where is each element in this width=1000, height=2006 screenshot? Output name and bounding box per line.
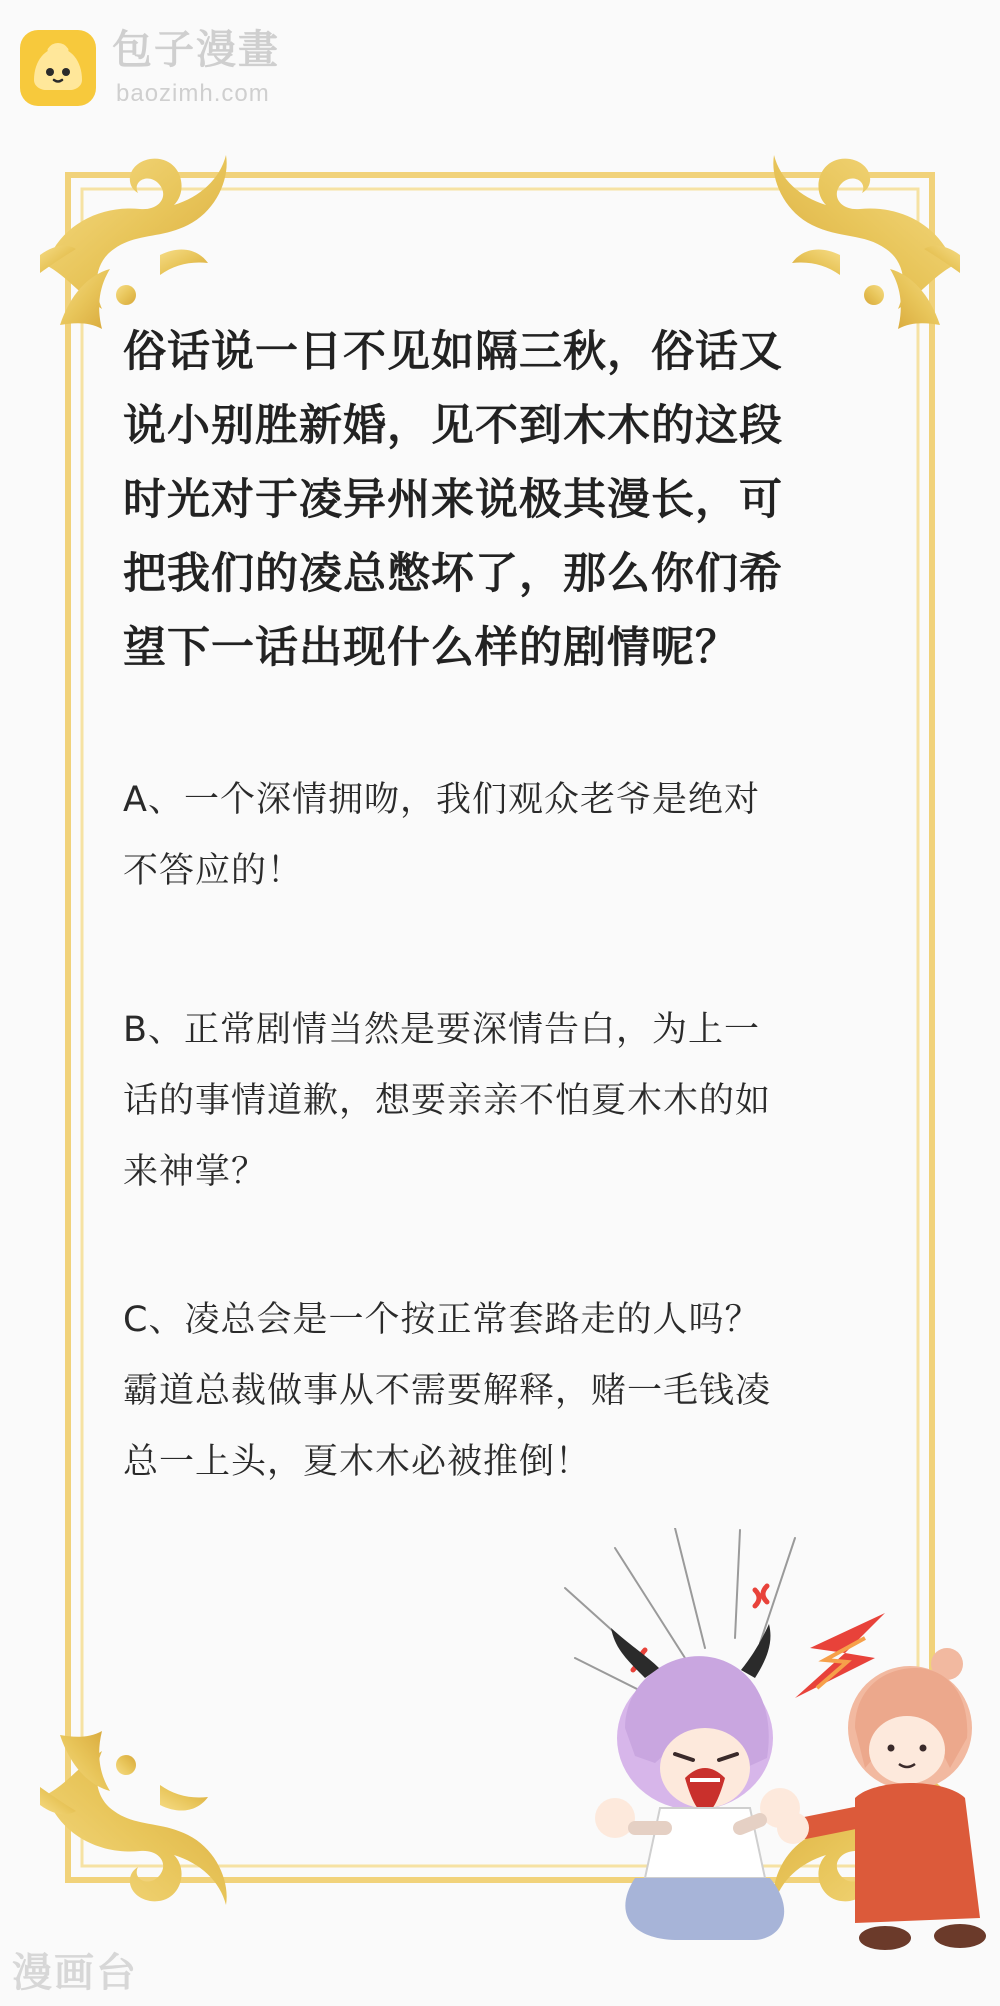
brand-domain: baozimh.com <box>116 80 270 107</box>
chibi-characters <box>555 1528 1000 1958</box>
option-c-line: 总一上头，夏木木必被推倒！ <box>123 1442 592 1482</box>
corner-ornament-tl <box>40 155 227 329</box>
watermark-text: 漫画台 <box>12 1950 138 1996</box>
headline-line: 望下一话出现什么样的剧情呢？ <box>123 623 739 673</box>
brand-name: 包子漫畫 <box>112 27 280 73</box>
brand-logo[interactable] <box>20 22 320 122</box>
purple-hair-character <box>595 1624 800 1940</box>
option-c-line: C、凌总会是一个按正常套路走的人吗？ <box>123 1300 761 1340</box>
option-b-line: 来神掌？ <box>123 1152 268 1192</box>
option-b-line: 话的事情道歉，想要亲亲不怕夏木木的如 <box>123 1081 772 1121</box>
option-c <box>123 1285 878 1498</box>
option-c-line: 霸道总裁做事从不需要解释，赌一毛钱凌 <box>123 1371 772 1411</box>
option-a-line: 不答应的！ <box>123 851 304 891</box>
option-a <box>123 765 878 907</box>
orange-hair-character <box>777 1648 986 1950</box>
text-content <box>123 315 878 1482</box>
headline <box>123 315 878 685</box>
corner-ornament-tr <box>773 155 960 329</box>
option-a-line: A、一个深情拥吻，我们观众老爷是绝对 <box>123 780 760 820</box>
option-b-line: B、正常剧情当然是要深情告白，为上一 <box>123 1010 761 1050</box>
headline-line: 俗话说一日不见如隔三秋，俗话又 <box>123 327 783 377</box>
headline-line: 把我们的凌总憋坏了，那么你们希 <box>123 549 783 599</box>
corner-ornament-bl <box>40 1731 227 1905</box>
headline-line: 时光对于凌异州来说极其漫长，可 <box>123 475 783 525</box>
option-b <box>123 995 878 1208</box>
headline-line: 说小别胜新婚，见不到木木的这段 <box>123 401 783 451</box>
bun-logo-icon <box>20 30 96 106</box>
